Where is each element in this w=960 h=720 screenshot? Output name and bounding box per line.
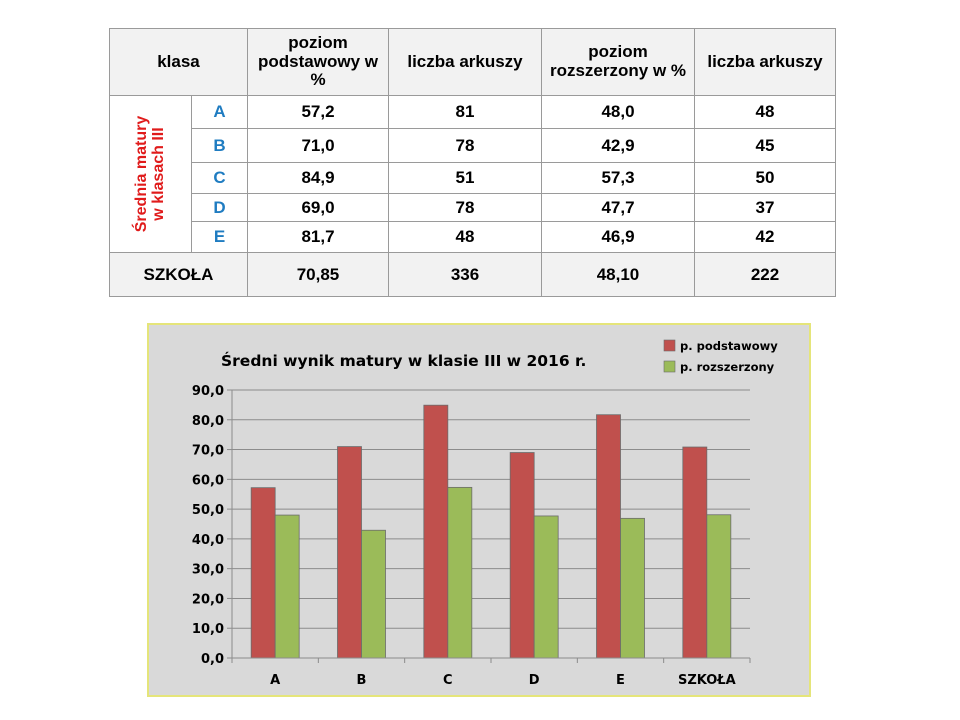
chart-title: Średni wynik matury w klasie III w 2016 r. [221, 352, 587, 370]
y-tick-label: 50,0 [191, 503, 224, 519]
results-table [109, 28, 836, 297]
row-basic-sheets: 78 [389, 129, 542, 163]
x-tick-label: A [270, 673, 281, 688]
header-basic-percent [248, 29, 389, 96]
row-ext: 47,7 [542, 194, 695, 222]
header-basic-line3: % [310, 70, 326, 90]
side-label [134, 116, 168, 232]
row-ext-sheets: 42 [695, 222, 836, 253]
table-row [110, 222, 836, 253]
row-class: C [192, 163, 248, 194]
row-ext-sheets: 50 [695, 163, 836, 194]
table-row [110, 163, 836, 194]
y-tick-label: 20,0 [191, 592, 224, 608]
row-basic: 69,0 [248, 194, 389, 222]
bar [683, 447, 707, 658]
bar [448, 487, 472, 658]
x-tick-label: C [443, 673, 453, 688]
header-basic-line1: poziom [288, 32, 348, 52]
row-basic-sheets: 48 [389, 222, 542, 253]
total-label: SZKOŁA [110, 253, 248, 297]
total-ext-sheets: 222 [695, 253, 836, 297]
row-ext: 57,3 [542, 163, 695, 194]
y-tick-label: 0,0 [200, 652, 224, 667]
table-row [110, 129, 836, 163]
bar-chart [149, 325, 809, 695]
row-class: B [192, 129, 248, 163]
row-ext-sheets: 48 [695, 96, 836, 129]
row-basic-sheets: 78 [389, 194, 542, 222]
chart-panel [147, 323, 811, 697]
row-basic: 57,2 [248, 96, 389, 129]
x-tick-label: E [616, 673, 625, 688]
total-basic: 70,85 [248, 253, 389, 297]
header-sheets-ext: liczba arkuszy [695, 29, 836, 96]
table-total-row [110, 253, 836, 297]
legend-swatch [664, 361, 675, 372]
bar [338, 447, 362, 658]
x-tick-label: D [528, 673, 540, 688]
header-ext-line2: rozszerzony w % [549, 61, 687, 80]
y-tick-label: 80,0 [191, 413, 224, 429]
row-ext: 48,0 [542, 96, 695, 129]
header-basic-line2: podstawowy w [258, 51, 378, 71]
side-label-line2: w klasach III [149, 127, 167, 221]
header-ext-percent [542, 29, 695, 96]
y-tick-label: 40,0 [191, 532, 224, 548]
x-tick-label: SZKOŁA [677, 673, 736, 688]
x-axis [232, 658, 750, 688]
bar [621, 518, 645, 658]
bar [424, 405, 448, 658]
row-basic: 71,0 [248, 129, 389, 163]
bar [510, 453, 534, 658]
header-class: klasa [110, 29, 248, 96]
row-basic-sheets: 51 [389, 163, 542, 194]
y-tick-label: 60,0 [191, 473, 224, 489]
bar [707, 515, 731, 658]
table-header-row [110, 29, 836, 96]
row-ext: 42,9 [542, 129, 695, 163]
total-basic-sheets: 336 [389, 253, 542, 297]
table-row [110, 96, 836, 129]
side-label-cell [110, 96, 192, 253]
header-sheets-basic: liczba arkuszy [389, 29, 542, 96]
bar [597, 415, 621, 658]
header-ext-line1: poziom [588, 42, 648, 62]
bar [251, 488, 275, 658]
y-tick-label: 70,0 [191, 443, 224, 459]
bar [534, 516, 558, 658]
bars-group [251, 405, 731, 658]
bar [362, 530, 386, 658]
legend-swatch [664, 340, 675, 351]
y-tick-label: 10,0 [191, 622, 224, 638]
bar [275, 515, 299, 658]
y-tick-label: 90,0 [191, 384, 224, 399]
row-basic-sheets: 81 [389, 96, 542, 129]
y-tick-label: 30,0 [191, 562, 224, 578]
row-ext-sheets: 37 [695, 194, 836, 222]
legend-label: p. podstawowy [680, 339, 778, 353]
total-ext: 48,10 [542, 253, 695, 297]
row-ext-sheets: 45 [695, 129, 836, 163]
table-row [110, 194, 836, 222]
chart-legend [664, 339, 778, 374]
row-ext: 46,9 [542, 222, 695, 253]
row-basic: 84,9 [248, 163, 389, 194]
legend-label: p. rozszerzony [680, 360, 775, 374]
x-tick-label: B [356, 673, 367, 688]
row-class: A [192, 96, 248, 129]
row-basic: 81,7 [248, 222, 389, 253]
row-class: E [192, 222, 248, 253]
side-label-line1: Średnia matury [132, 115, 150, 233]
row-class: D [192, 194, 248, 222]
